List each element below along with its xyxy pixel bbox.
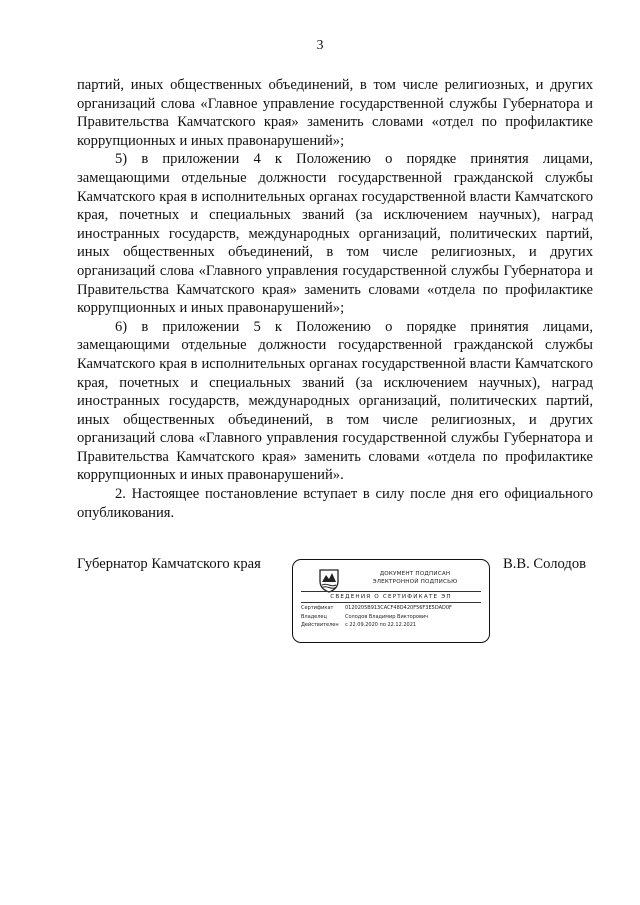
stamp-row-certificate xyxy=(301,604,483,613)
stamp-title xyxy=(351,570,479,586)
signer-title: Губернатор Камчатского края xyxy=(77,556,261,572)
stamp-label: Сертификат xyxy=(301,605,334,611)
document-body xyxy=(77,76,593,522)
stamp-title-line-2: ЭЛЕКТРОННОЙ ПОДПИСЬЮ xyxy=(372,579,458,585)
page-number: 3 xyxy=(316,38,324,53)
stamp-label: Владелец xyxy=(301,613,327,620)
paragraph-item-5: 5) в приложении 4 к Положению о порядке принятия лицами, замещающими отдельные должности государственной гражданской службы Камчатского края в исполнительных органах государственной власти Камчатского края, почетных и специальных званий (за исключением научных), наград иностранных государств, международных организаций, политических партий, иных общественных объединений, в том числе религиозных, и других организаций слова «Главного управления государственной службы Губернатора и Правительства Камчатского края» заменить словами «отдела по профилактике коррупционных и иных правонарушений»; xyxy=(77,151,593,317)
signer-name: В.В. Солодов xyxy=(503,556,587,572)
signature-block xyxy=(0,556,640,646)
stamp-value: 0120205B913CACF48D420F56F3E5DAD0F xyxy=(345,605,452,611)
electronic-signature-stamp xyxy=(292,559,490,643)
stamp-row-owner xyxy=(301,613,483,622)
stamp-certificate-header: СВЕДЕНИЯ О СЕРТИФИКАТЕ ЭП xyxy=(301,591,481,603)
stamp-row-validity xyxy=(301,621,483,630)
stamp-value: с 22.09.2020 по 22.12.2021 xyxy=(345,622,417,629)
stamp-value: Солодов Владимир Викторович xyxy=(345,613,429,620)
paragraph-continuation: партий, иных общественных объединений, в том числе религиозных, и других организаций слова «Главное управление государственной службы Губернатора и Правительства Камчатского края» заменить словами «отдел по профилактике коррупционных и иных правонарушений»; xyxy=(77,77,593,149)
stamp-certificate-details xyxy=(301,604,483,630)
coat-of-arms-icon xyxy=(317,567,341,593)
paragraph-effective-date: 2. Настоящее постановление вступает в силу после дня его официального опубликования. xyxy=(77,486,593,521)
stamp-title-line-1: ДОКУМЕНТ ПОДПИСАН xyxy=(379,571,451,577)
paragraph-item-6: 6) в приложении 5 к Положению о порядке принятия лицами, замещающими отдельные должности государственной гражданской службы Камчатского края в исполнительных органах государственной власти Камчатского края, почетных и специальных званий (за исключением научных), наград иностранных государств, международных организаций, политических партий, иных общественных объединений, в том числе религиозных, и других организаций слова «Главного управления государственной службы Губернатора и Правительства Камчатского края» заменить словами «отдела по профилактике коррупционных и иных правонарушений». xyxy=(77,318,593,484)
stamp-label: Действителен xyxy=(301,622,339,629)
